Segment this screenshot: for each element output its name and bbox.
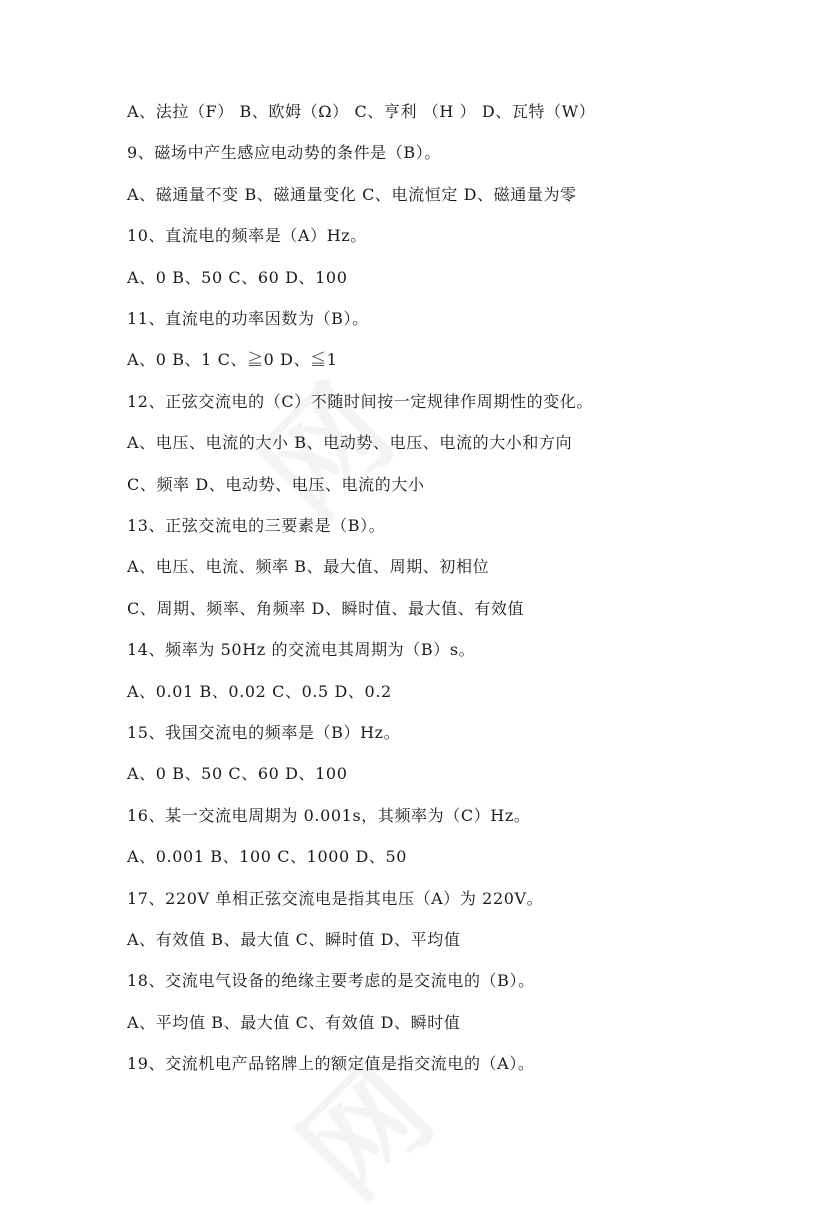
- answer-options-line: A、平均值 B、最大值 C、有效值 D、瞬时值: [127, 1013, 461, 1032]
- question-line: 14、频率为 50Hz 的交流电其周期为（B）s。: [127, 640, 476, 659]
- answer-options-line: A、0 B、1 C、≧0 D、≦1: [127, 350, 338, 369]
- question-line: 13、正弦交流电的三要素是（B）。: [127, 516, 386, 535]
- answer-options-line: A、0 B、50 C、60 D、100: [127, 268, 348, 287]
- question-line: 9、磁场中产生感应电动势的条件是（B）。: [127, 143, 441, 162]
- answer-options-line: A、电压、电流、频率 B、最大值、周期、初相位: [127, 557, 490, 576]
- answer-options-line: C、频率 D、电动势、电压、电流的大小: [127, 475, 425, 494]
- answer-options-line: A、法拉（F） B、欧姆（Ω） C、亨利 （H ） D、瓦特（W）: [127, 102, 596, 121]
- answer-options-line: A、电压、电流的大小 B、电动势、电压、电流的大小和方向: [127, 433, 573, 452]
- question-line: 11、直流电的功率因数为（B）。: [127, 309, 369, 328]
- question-line: 15、我国交流电的频率是（B）Hz。: [127, 723, 401, 742]
- answer-options-line: A、有效值 B、最大值 C、瞬时值 D、平均值: [127, 930, 461, 949]
- answer-options-line: C、周期、频率、角频率 D、瞬时值、最大值、有效值: [127, 599, 525, 618]
- answer-options-line: A、0.01 B、0.02 C、0.5 D、0.2: [127, 682, 392, 701]
- question-line: 18、交流电气设备的绝缘主要考虑的是交流电的（B）。: [127, 971, 535, 990]
- question-line: 19、交流机电产品铭牌上的额定值是指交流电的（A）。: [127, 1054, 535, 1073]
- question-line: 12、正弦交流电的（C）不随时间按一定规律作周期性的变化。: [127, 392, 594, 411]
- answer-options-line: A、0 B、50 C、60 D、100: [127, 764, 348, 783]
- question-line: 17、220V 单相正弦交流电是指其电压（A）为 220V。: [127, 889, 544, 908]
- question-line: 10、直流电的频率是（A）Hz。: [127, 226, 367, 245]
- answer-options-line: A、磁通量不变 B、磁通量变化 C、电流恒定 D、磁通量为零: [127, 185, 577, 204]
- answer-options-line: A、0.001 B、100 C、1000 D、50: [127, 847, 408, 866]
- question-line: 16、某一交流电周期为 0.001s，其频率为（C）Hz。: [127, 806, 531, 825]
